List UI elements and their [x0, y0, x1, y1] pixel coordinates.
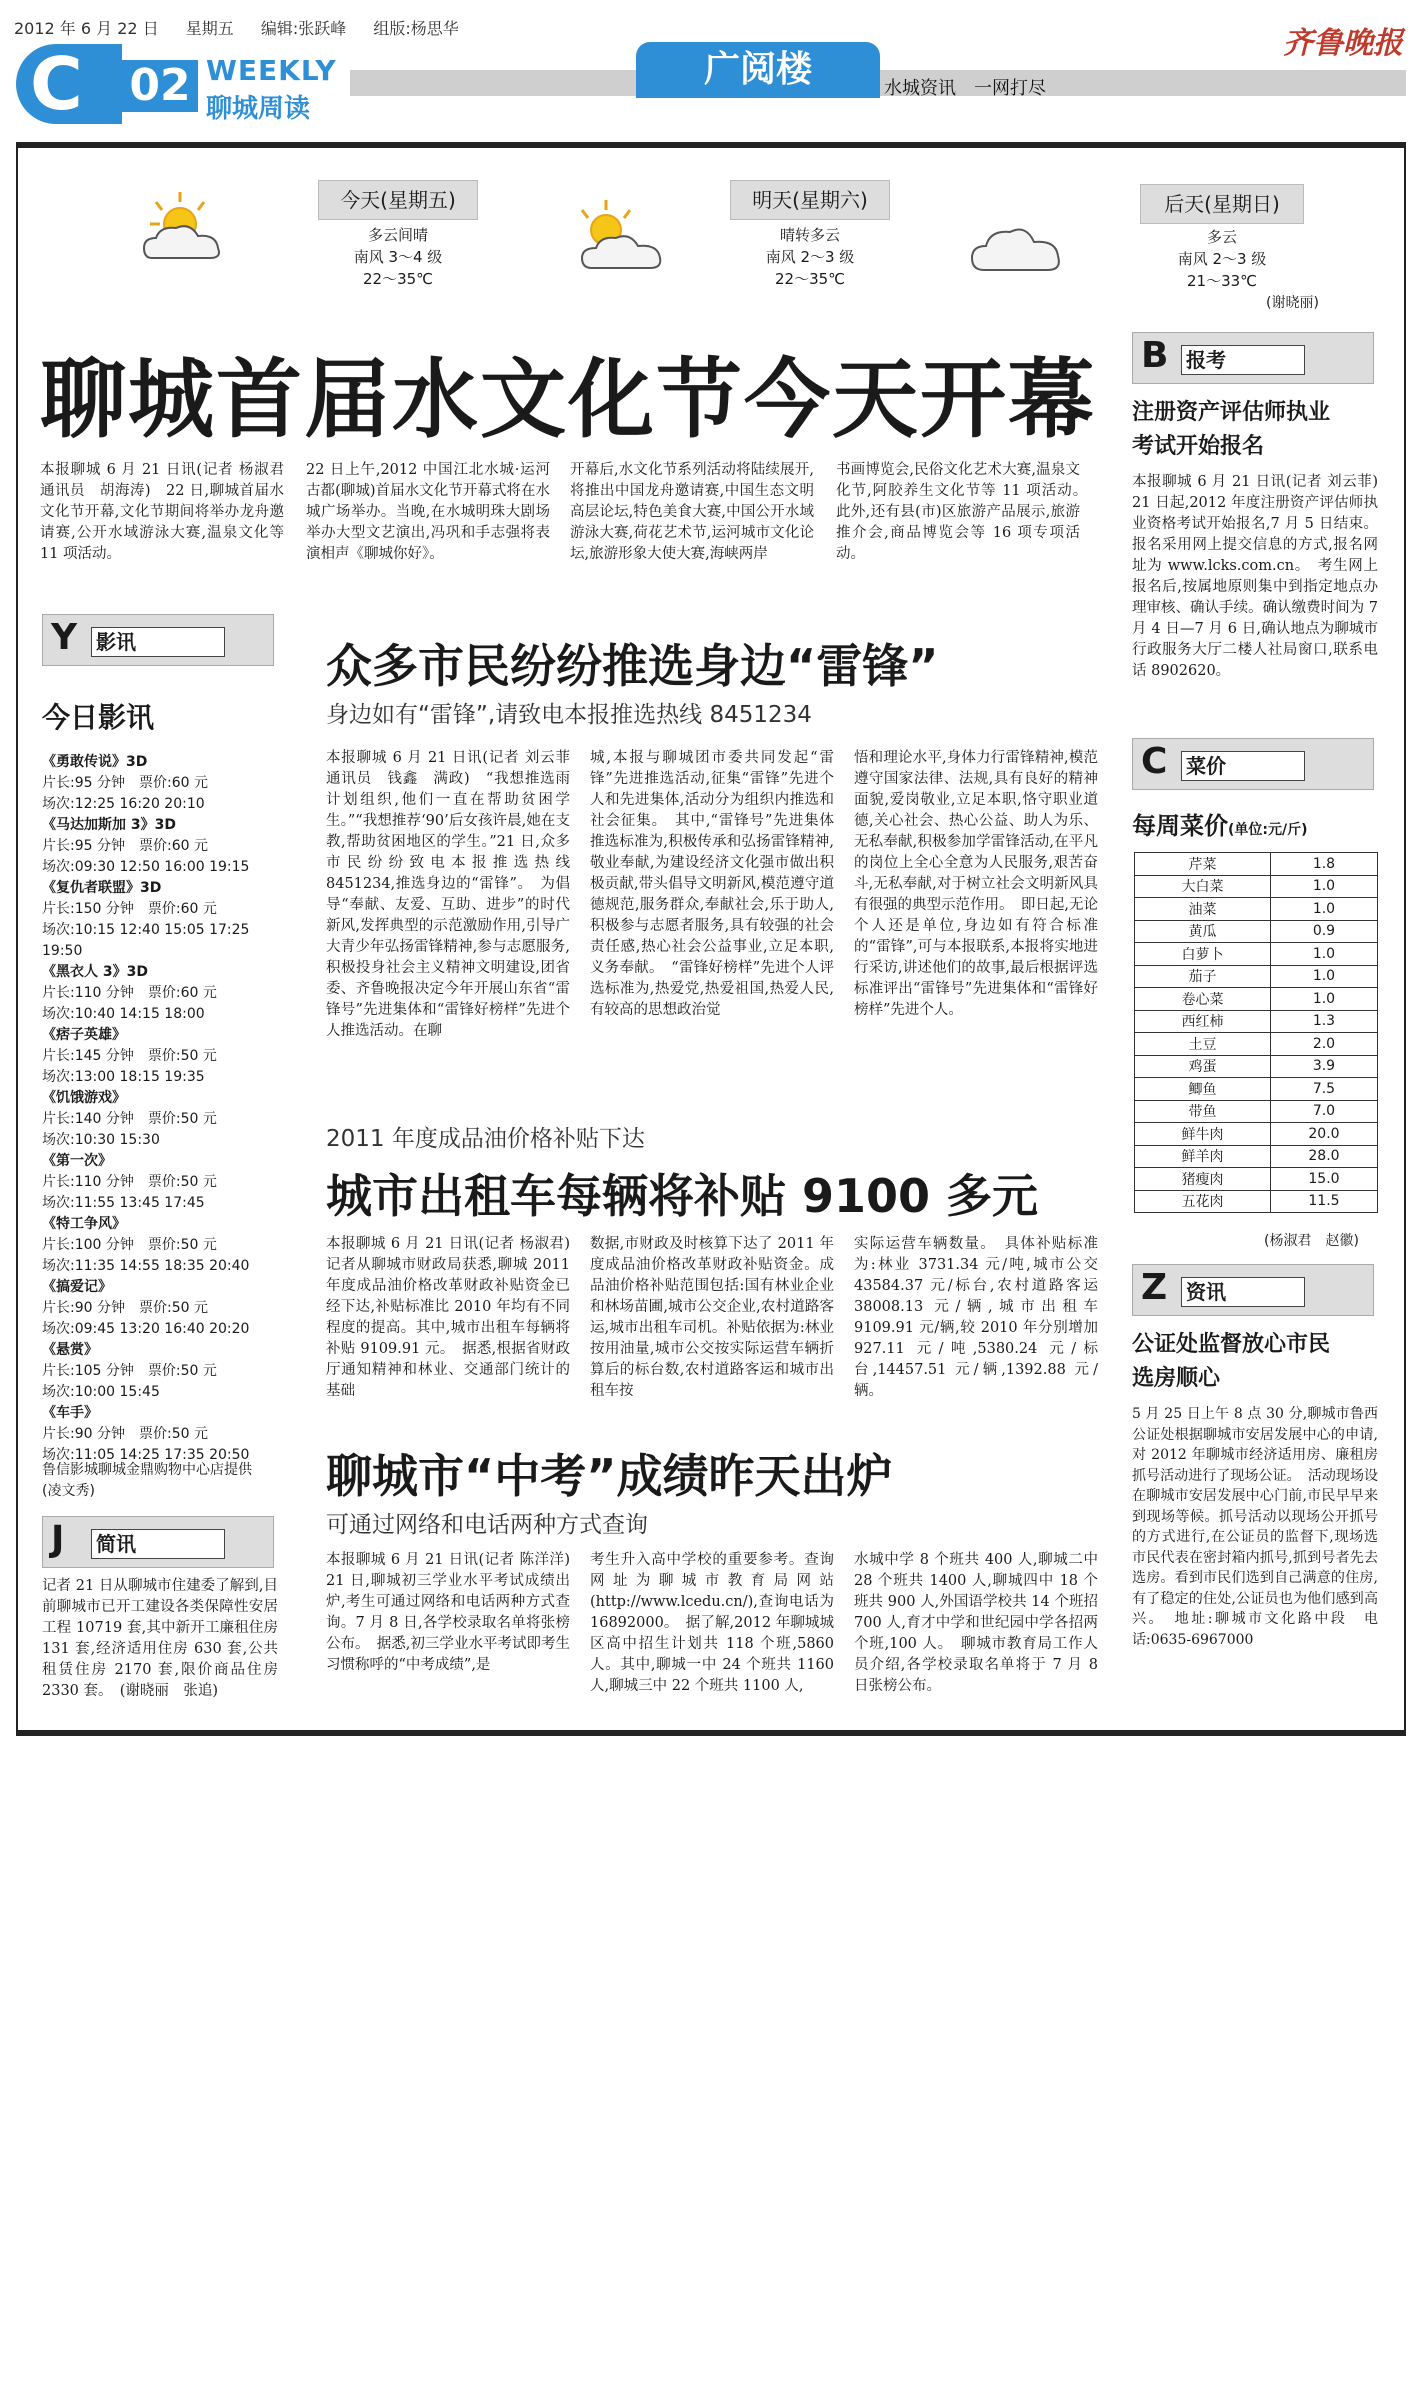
z-box-text: 5 月 25 日上午 8 点 30 分,聊城市鲁西公证处根据聊城市安居发展中心的申请,对 2012 年聊城市经济适用房、廉租房抓号活动进行了现场公证。 活动现场设在聊城市安居发展中心门前,市民早早来到现场等候。抓号活动以现场公开抓号的方式进行,在公证员的监督下,现场选市民代表在密封箱内抓号,抓到号者先去选房。看到市民们选到自己满意的住房,有了稳定的住处,公证员也为他们感到高兴。 地址:聊城市文化路中段 电话:0635-6967000	[1132, 1406, 1378, 1648]
section-badge	[16, 44, 342, 124]
weather-today	[318, 224, 478, 290]
weather-day-label: 明天(星期六)	[730, 180, 890, 220]
movie-name: 《复仇者联盟》3D	[42, 880, 162, 896]
veg-price-table	[1134, 852, 1378, 1213]
movie-item	[42, 878, 278, 962]
box-label: 简讯	[91, 1529, 225, 1559]
c-box-title	[1132, 806, 1308, 841]
movie-times: 场次:11:05 14:25 17:35 20:50	[42, 1447, 250, 1463]
weekly-zh-label: 聊城周读	[206, 94, 311, 124]
exam-col-3: 水城中学 8 个班共 400 人,聊城二中 28 个班共 1400 人,聊城四中 18 个班共 900 人,外国语学校共 14 个班招 700 人,育才中学和世纪园中学各招两个班,100 人。 聊城市教育局工作人员介绍,各学校录取名单将于 7 月 8 日张榜公布。	[854, 1552, 1098, 1694]
z-box-header	[1132, 1264, 1374, 1316]
leifeng-col-1: 本报聊城 6 月 21 日讯(记者 刘云菲 通讯员 钱鑫 满政) “我想推选雨计划组织,他们一直在帮助贫困学生。”“我想推荐‘90’后女孩许晨,她在支教,帮助贫困地区的学生。”21 日,众多市民纷纷致电本报推选热线 8451234,推选身边的“雷锋”。 为倡导“奉献、友爱、互助、进步”的时代新风,发挥典型的示范激励作用,引导广大青少年弘扬雷锋精神,参与志愿服务,积极投身社会主义精神文明建设,团省委、齐鲁晚报决定今年开展山东省“雷锋号”先进集体和“雷锋好榜样”先进个人推选活动。在聊	[326, 750, 585, 1039]
veg-row	[1135, 1078, 1378, 1101]
movie-item	[42, 1151, 278, 1214]
b-box-text: 本报聊城 6 月 21 日讯(记者 刘云菲) 21 日起,2012 年度注册资产评估师执业资格考试开始报名,7 月 5 日结束。报名采用网上提交信息的方式,报名网址为 www.lcks.com.cn。 考生网上报名后,按属地原则集中到指定地点办理审核、确认手续。确认缴费时间为 7 月 4 日—7 月 6 日,确认地点为聊城市行政服务大厅二楼人社局窗口,联系电话 8902620。	[1132, 474, 1393, 679]
issue-weekday: 星期五	[185, 19, 234, 38]
movie-name: 《第一次》	[42, 1153, 112, 1169]
weather-temp: 22～35℃	[362, 270, 434, 288]
veg-price: 7.5	[1270, 1078, 1377, 1101]
section-letter: C	[16, 44, 122, 124]
veg-price: 3.9	[1270, 1055, 1377, 1078]
b-box-header	[1132, 332, 1374, 384]
veg-row	[1135, 965, 1378, 988]
box-letter: Y	[51, 617, 78, 658]
veg-name: 白萝卜	[1135, 943, 1271, 966]
leifeng-col-3: 悟和理论水平,身体力行雷锋精神,模范遵守国家法律、法规,具有良好的精神面貌,爱岗敬业,立足本职,恪守职业道德,关心社会、热心公益、助人为乐、无私奉献,积极参加学雷锋活动,在平凡的岗位上全心全意为人民服务,艰苦奋斗,无私奉献,对于树立社会文明新风具有很强的典型示范作用。 即日起,无论个人还是单位,身边如有符合标准的“雷锋”,可与本报联系,本报将实地进行采访,讲述他们的故事,最后根据评选标准评出“雷锋号”先进集体和“雷锋好榜样”先进个人。	[854, 750, 1098, 1018]
movie-name: 《痞子英雄》	[42, 1027, 126, 1043]
veg-row	[1135, 988, 1378, 1011]
weather-wind: 南风 2～3 级	[765, 248, 855, 266]
veg-price: 1.0	[1270, 875, 1377, 898]
veg-row	[1135, 898, 1378, 921]
veg-unit: (单位:元/斤)	[1228, 822, 1308, 838]
veg-row	[1135, 875, 1378, 898]
b-box-title: 注册资产评估师执业考试开始报名	[1132, 400, 1331, 459]
leifeng-headline: 众多市民纷纷推选身边“雷锋”	[326, 639, 939, 693]
weather-day-after	[1140, 226, 1304, 292]
lead-col-2: 22 日上午,2012 中国江北水城·运河古都(聊城)首届水文化节开幕式将在水城广场举办。当晚,在水城明珠大剧场举办大型文艺演出,冯巩和手志强将表演相声《聊城你好》。	[306, 462, 550, 562]
veg-row	[1135, 1168, 1378, 1191]
leifeng-col-2: 城,本报与聊城团市委共同发起“雷锋”先进推选活动,征集“雷锋”先进个人和先进集体,活动分为组织内推选和社会征集。 其中,“雷锋号”先进集体推选标准为,积极传承和弘扬雷锋精神,敬业奉献,为建设经济文化强市做出积极贡献,带头倡导文明新风,模范遵守道德规范,服务群众,奉献社会,乐于助人,积极参与志愿者服务,具有较强的社会责任感,热心社会公益事业,立足本职,义务奉献。 “雷锋好榜样”先进个人评选标准为,热爱党,热爱祖国,热爱人民,有较高的思想政治觉	[590, 750, 834, 1018]
veg-price: 15.0	[1270, 1168, 1377, 1191]
veg-name: 大白菜	[1135, 875, 1271, 898]
weather-desc: 多云间晴	[367, 226, 428, 244]
weather-wind: 南风 2～3 级	[1177, 250, 1267, 268]
lead-headline: 聊城首届水文化节今天开幕	[40, 350, 1096, 450]
veg-name: 西红柿	[1135, 1010, 1271, 1033]
veg-name: 芹菜	[1135, 853, 1271, 876]
movies-box-header	[42, 614, 274, 666]
veg-name: 带鱼	[1135, 1100, 1271, 1123]
sunny-cloud-icon	[566, 196, 676, 280]
veg-name: 土豆	[1135, 1033, 1271, 1056]
veg-row	[1135, 1145, 1378, 1168]
veg-name: 鲜羊肉	[1135, 1145, 1271, 1168]
taxi-kicker: 2011 年度成品油价格补贴下达	[326, 1126, 645, 1152]
movie-name: 《饥饿游戏》	[42, 1090, 126, 1106]
movie-name: 《车手》	[42, 1405, 98, 1421]
movie-item	[42, 962, 278, 1025]
veg-name: 五花肉	[1135, 1190, 1271, 1213]
veg-price: 28.0	[1270, 1145, 1377, 1168]
box-label: 资讯	[1181, 1277, 1305, 1307]
lead-col-4: 书画博览会,民俗文化艺术大赛,温泉文化节,阿胶养生文化节等 11 项活动。 此外,还有县(市)区旅游产品展示,旅游推介会,商品博览会等 16 项专项活动。	[836, 462, 1095, 562]
box-label: 菜价	[1181, 751, 1305, 781]
brief-box-header	[42, 1516, 274, 1568]
box-letter: B	[1141, 335, 1169, 376]
movie-len: 片长:145 分钟 票价:50 元	[42, 1048, 217, 1064]
movie-len: 片长:90 分钟 票价:50 元	[42, 1300, 208, 1316]
veg-name: 鲫鱼	[1135, 1078, 1271, 1101]
veg-title: 每周菜价	[1132, 812, 1228, 840]
movie-len: 片长:110 分钟 票价:60 元	[42, 985, 217, 1001]
veg-name: 油菜	[1135, 898, 1271, 921]
taxi-col-3: 实际运营车辆数量。 具体补贴标准为:林业 3731.34 元/吨,城市公交 43584.37 元/标台,农村道路客运 38008.13 元/辆,城市出租车 9109.91 元/辆,较 2010 年分别增加 927.11 元/吨,5380.24 元/标台,14457.51 元/辆,1392.88 元/辆。	[854, 1236, 1098, 1399]
movie-len: 片长:100 分钟 票价:50 元	[42, 1237, 217, 1253]
veg-row	[1135, 1055, 1378, 1078]
leifeng-subtitle: 身边如有“雷锋”,请致电本报推选热线 8451234	[326, 702, 812, 728]
weather-temp: 21～33℃	[1186, 272, 1258, 290]
movies-title: 今日影讯	[42, 701, 155, 734]
movie-len: 片长:95 分钟 票价:60 元	[42, 775, 208, 791]
weather-tomorrow	[730, 224, 890, 290]
box-letter: C	[1141, 741, 1168, 782]
veg-row	[1135, 920, 1378, 943]
veg-name: 猪瘦肉	[1135, 1168, 1271, 1191]
movie-times: 场次:12:25 16:20 20:10	[42, 796, 205, 812]
newspaper-logo: 齐鲁晚报	[1283, 26, 1403, 61]
layout-editor: 组版:杨思华	[373, 19, 459, 38]
movie-name: 《悬赏》	[42, 1342, 98, 1358]
c-box-header	[1132, 738, 1374, 790]
movie-times: 场次:10:15 12:40 15:05 17:25 19:50	[42, 922, 250, 959]
movie-len: 片长:90 分钟 票价:50 元	[42, 1426, 208, 1442]
movie-len: 片长:95 分钟 票价:60 元	[42, 838, 208, 854]
weather-day-label: 今天(星期五)	[318, 180, 478, 220]
section-tab: 广阅楼	[636, 42, 880, 98]
veg-row	[1135, 853, 1378, 876]
veg-row	[1135, 1190, 1378, 1213]
movie-len: 片长:105 分钟 票价:50 元	[42, 1363, 217, 1379]
veg-row	[1135, 943, 1378, 966]
weather-credit: (谢晓丽)	[1266, 295, 1319, 311]
movie-item	[42, 752, 278, 815]
veg-row	[1135, 1100, 1378, 1123]
veg-price: 1.0	[1270, 898, 1377, 921]
movie-item	[42, 1025, 278, 1088]
issue-date: 2012 年 6 月 22 日	[14, 19, 159, 38]
box-label: 报考	[1181, 345, 1305, 375]
box-letter: J	[51, 1519, 65, 1560]
taxi-col-1: 本报聊城 6 月 21 日讯(记者 杨淑君) 记者从聊城市财政局获悉,聊城 2011 年度成品油价格改革财政补贴资金已经下达,补贴标准比 2010 年均有不同程度的提高。其中,城市出租车每辆将补贴 9109.91 元。 据悉,根据省财政厅通知精神和林业、交通部门统计的基础	[326, 1236, 585, 1399]
section-subtitle: 水城资讯 一网打尽	[884, 78, 1046, 99]
movie-name: 《搞爱记》	[42, 1279, 112, 1295]
movies-credit: 鲁信影城聊城金鼎购物中心店提供 (凌文秀)	[42, 1462, 280, 1499]
lead-col-1: 本报聊城 6 月 21 日讯(记者 杨淑君 通讯员 胡海涛) 22 日,聊城首届水文化节开幕,文化节期间将举办龙舟邀请赛,公开水域游泳大赛,温泉文化等 11 项活动。	[40, 462, 299, 562]
movie-times: 场次:11:35 14:55 18:35 20:40	[42, 1258, 250, 1274]
exam-col-2: 考生升入高中学校的重要参考。查询网址为聊城市教育局网站(http://www.lcedu.cn/),查询电话为 16892000。 据了解,2012 年聊城城区高中招生计划共 118 个班,5860 人。其中,聊城一中 24 个班共 1160 人,聊城三中 22 个班共 1100 人,	[590, 1552, 834, 1694]
veg-row	[1135, 1033, 1378, 1056]
veg-name: 鸡蛋	[1135, 1055, 1271, 1078]
veg-credit: (杨淑君 赵徽)	[1264, 1233, 1359, 1249]
header-meta	[14, 16, 481, 39]
box-label: 影讯	[91, 627, 225, 657]
exam-subtitle: 可通过网络和电话两种方式查询	[326, 1512, 648, 1538]
movie-times: 场次:10:30 15:30	[42, 1132, 160, 1148]
taxi-headline: 城市出租车每辆将补贴 9100 多元	[326, 1169, 1039, 1223]
z-box-title: 公证处监督放心市民选房顺心	[1132, 1332, 1331, 1391]
movie-list	[42, 752, 278, 1466]
sunny-cloud-icon	[130, 188, 240, 272]
veg-price: 20.0	[1270, 1123, 1377, 1146]
veg-name: 黄瓜	[1135, 920, 1271, 943]
veg-name: 茄子	[1135, 965, 1271, 988]
veg-name: 卷心菜	[1135, 988, 1271, 1011]
movie-name: 《勇敢传说》3D	[42, 754, 148, 770]
veg-price: 2.0	[1270, 1033, 1377, 1056]
weekly-label: WEEKLY	[206, 54, 337, 87]
exam-col-1: 本报聊城 6 月 21 日讯(记者 陈洋洋) 21 日,聊城初三学业水平考试成绩出炉,考生可通过网络和电话两种方式查询。7 月 8 日,各学校录取名单将张榜公布。 据悉,初三学业水平考试即考生习惯称呼的“中考成绩”,是	[326, 1552, 585, 1673]
movie-times: 场次:13:00 18:15 19:35	[42, 1069, 205, 1085]
lead-col-3: 开幕后,水文化节系列活动将陆续展开,将推出中国龙舟邀请赛,中国生态文明高层论坛,特色美食大赛,中国公开水域游泳大赛,荷花艺术节,运河城市文化论坛,旅游形象大使大赛,海峡两岸	[570, 462, 814, 562]
veg-price: 7.0	[1270, 1100, 1377, 1123]
veg-price: 1.0	[1270, 965, 1377, 988]
veg-price: 0.9	[1270, 920, 1377, 943]
movie-times: 场次:09:45 13:20 16:40 20:20	[42, 1321, 250, 1337]
movie-item	[42, 1088, 278, 1151]
movie-name: 《特工争风》	[42, 1216, 126, 1232]
veg-price: 1.0	[1270, 943, 1377, 966]
veg-row	[1135, 1010, 1378, 1033]
veg-name: 鲜牛肉	[1135, 1123, 1271, 1146]
weather-temp: 22～35℃	[774, 270, 846, 288]
movie-len: 片长:110 分钟 票价:50 元	[42, 1174, 217, 1190]
taxi-col-2: 数据,市财政及时核算下达了 2011 年度成品油价格改革财政补贴资金。成品油价格补贴范围包括:国有林业企业和林场苗圃,城市公交企业,农村道路客运,城市出租车司机。补贴依据为:林业按用油量,城市公交按实际运营车辆折算后的标台数,农村道路客运和城市出租车按	[590, 1236, 834, 1399]
movie-times: 场次:10:00 15:45	[42, 1384, 160, 1400]
cloud-icon	[962, 200, 1072, 284]
movie-times: 场次:09:30 12:50 16:00 19:15	[42, 859, 250, 875]
brief-text: 记者 21 日从聊城市住建委了解到,目前聊城市已开工建设各类保障性安居工程 10719 套,其中新开工廉租住房 131 套,经济适用住房 630 套,公共租赁住房 2170 套,限价商品住房 2330 套。 (谢晓丽 张追)	[42, 1578, 278, 1699]
weather-wind: 南风 3～4 级	[353, 248, 443, 266]
weather-day-label: 后天(星期日)	[1140, 184, 1304, 224]
movie-item	[42, 815, 278, 878]
movie-len: 片长:150 分钟 票价:60 元	[42, 901, 217, 917]
movie-item	[42, 1214, 278, 1277]
editor: 编辑:张跃峰	[260, 19, 347, 38]
veg-price: 1.8	[1270, 853, 1377, 876]
movie-name: 《黑衣人 3》3D	[42, 964, 148, 980]
veg-price: 1.3	[1270, 1010, 1377, 1033]
box-letter: Z	[1141, 1267, 1168, 1308]
movie-item	[42, 1340, 278, 1403]
veg-row	[1135, 1123, 1378, 1146]
movie-len: 片长:140 分钟 票价:50 元	[42, 1111, 217, 1127]
page-number: 02	[122, 60, 198, 112]
veg-price: 11.5	[1270, 1190, 1377, 1213]
exam-headline: 聊城市“中考”成绩昨天出炉	[326, 1449, 893, 1503]
veg-price: 1.0	[1270, 988, 1377, 1011]
weather-desc: 晴转多云	[779, 226, 840, 244]
movie-item	[42, 1403, 278, 1466]
movie-item	[42, 1277, 278, 1340]
movie-name: 《马达加斯加 3》3D	[42, 817, 176, 833]
weather-desc: 多云	[1206, 228, 1237, 246]
movie-times: 场次:10:40 14:15 18:00	[42, 1006, 205, 1022]
movie-times: 场次:11:55 13:45 17:45	[42, 1195, 205, 1211]
